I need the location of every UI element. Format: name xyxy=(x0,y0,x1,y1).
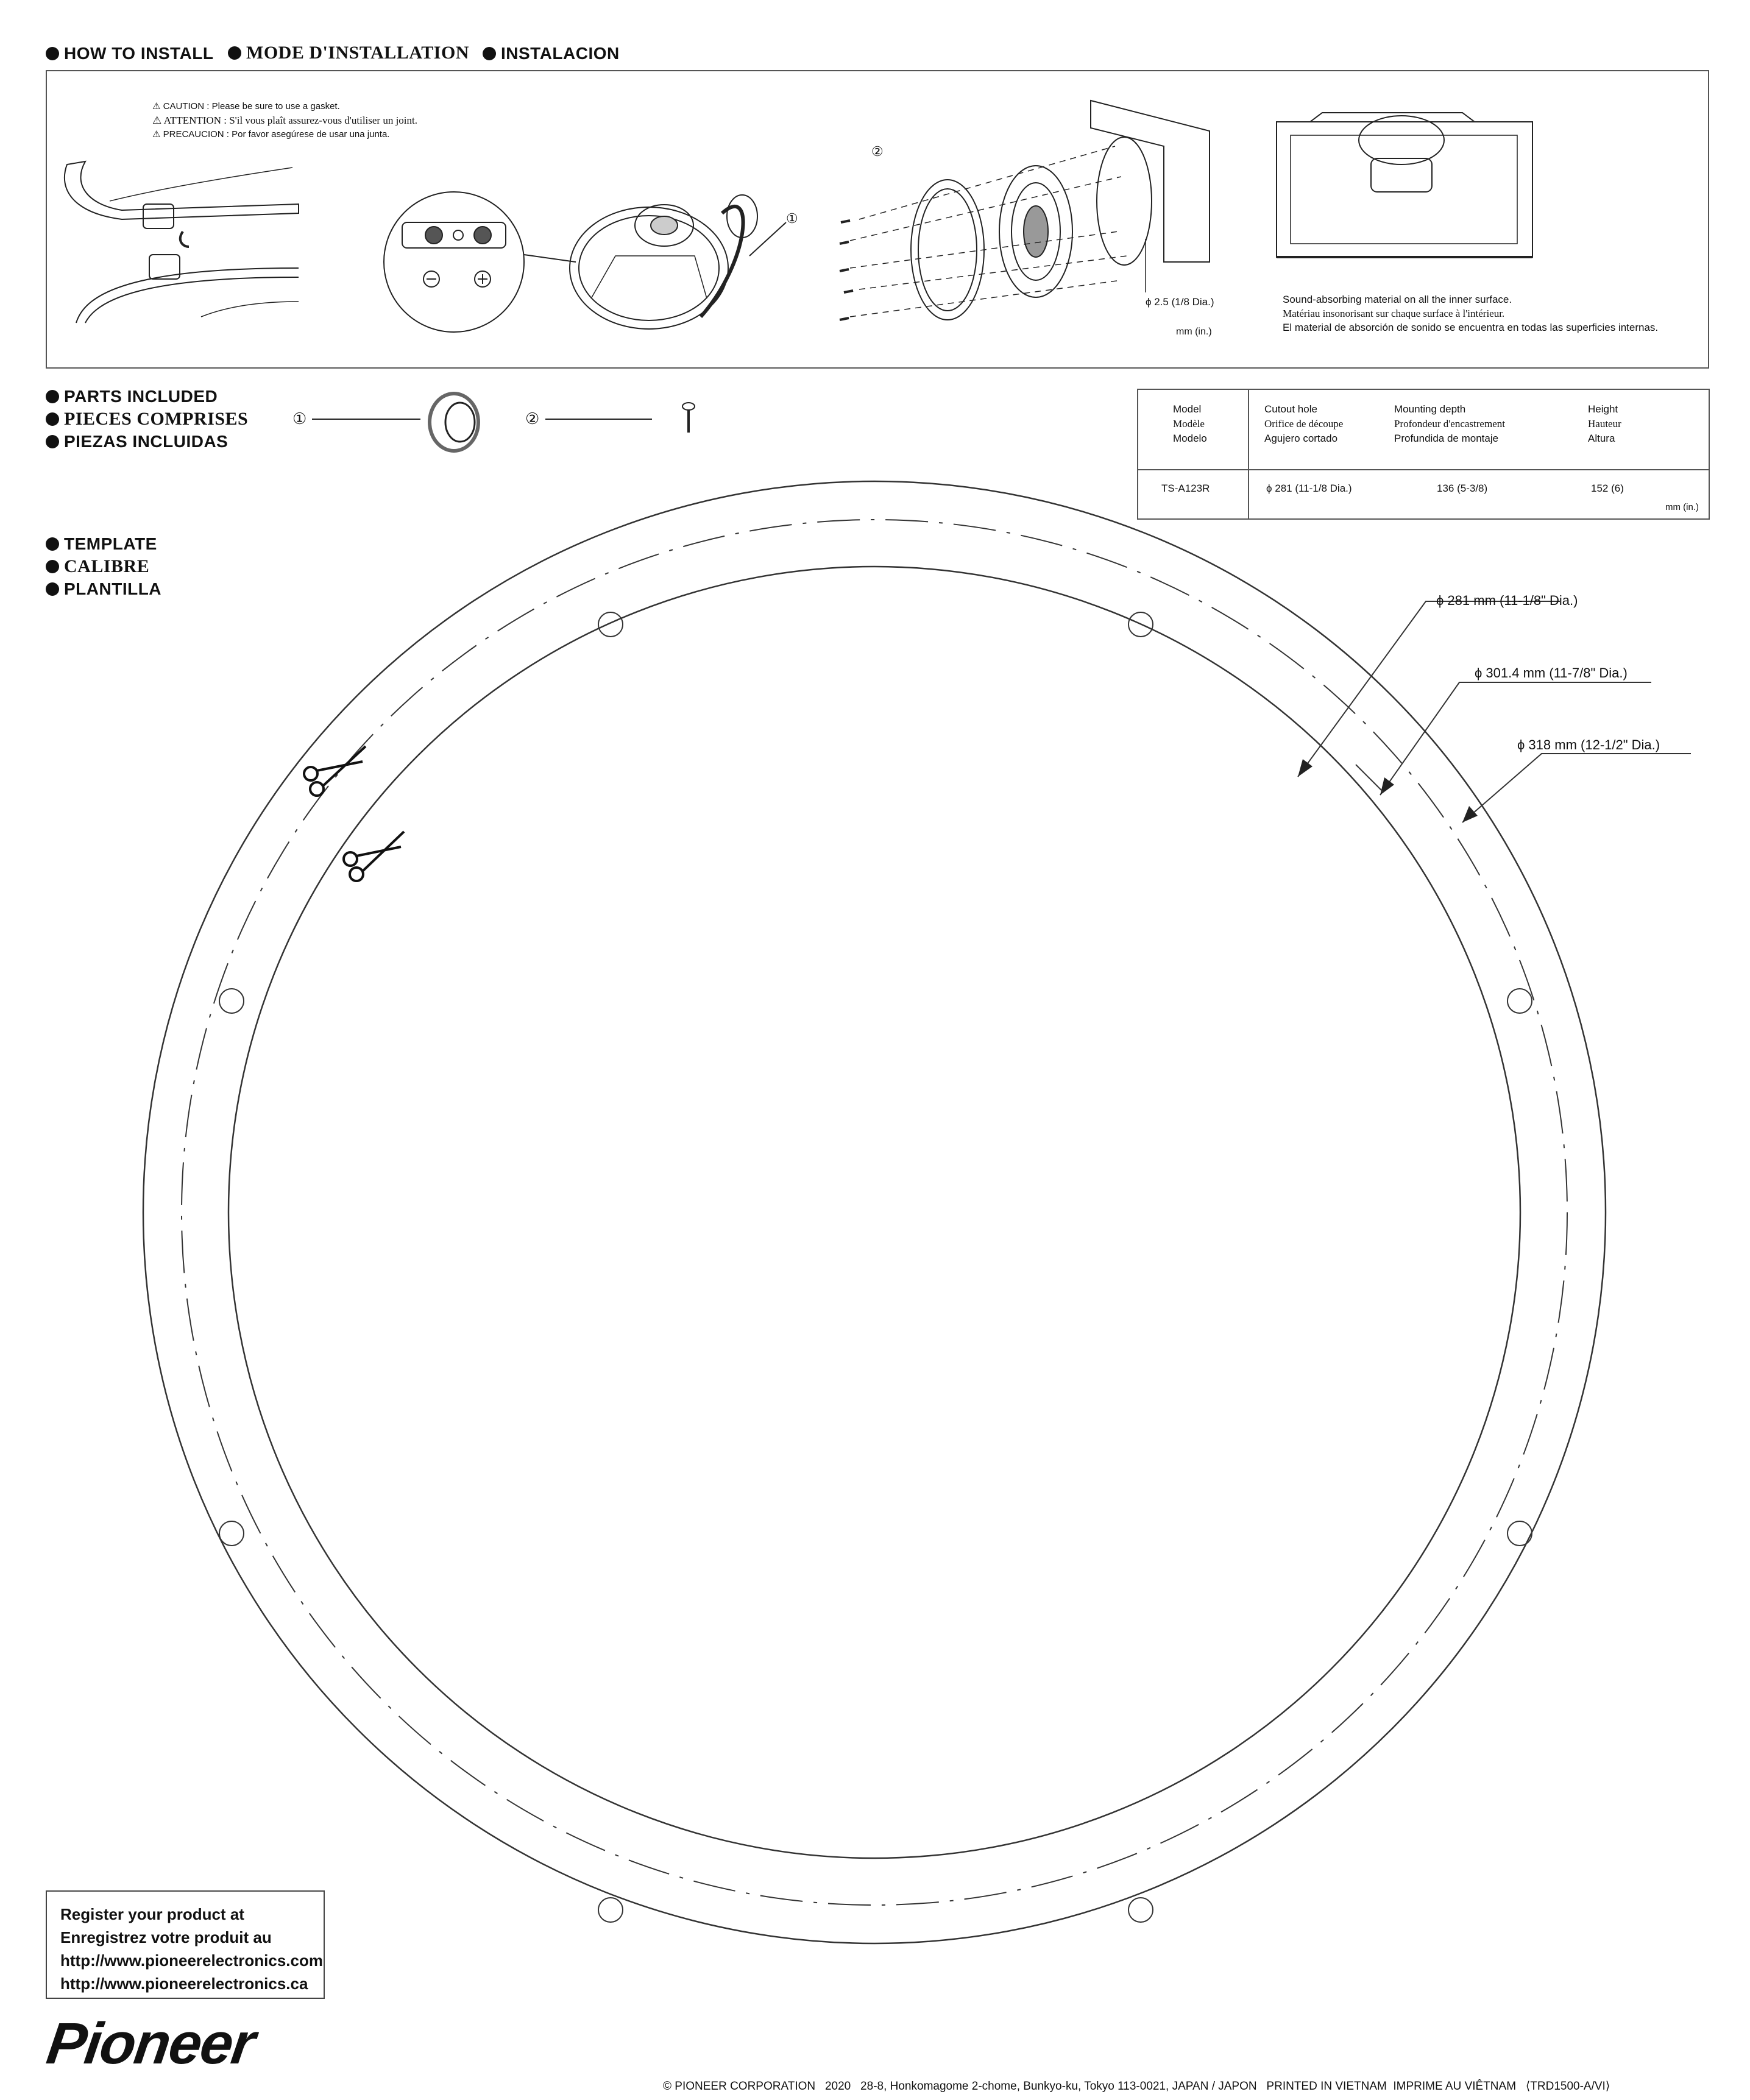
template-header-es: PLANTILLA xyxy=(46,578,161,600)
depth-label-en: Mounting depth xyxy=(1394,403,1466,415)
depth-label-es: Profundida de montaje xyxy=(1394,433,1499,444)
sound-note-fr: Matériau insonorisant sur chaque surface à l'intérieur. xyxy=(1283,308,1505,319)
spec-cutout-value: ϕ 281 (11-1/8 Dia.) xyxy=(1266,483,1352,494)
parts-header-en: PARTS INCLUDED xyxy=(46,385,248,408)
mounting-hole xyxy=(1128,1898,1153,1922)
mounting-hole xyxy=(219,1521,244,1546)
mounting-hole xyxy=(1507,1521,1532,1546)
cutout-label-en: Cutout hole xyxy=(1264,403,1317,415)
leader-318 xyxy=(1462,754,1691,822)
part-1-number: ① xyxy=(292,409,307,428)
model-label-es: Modelo xyxy=(1173,433,1207,444)
register-line-en: Register your product at xyxy=(60,1905,244,1923)
scissors-icon xyxy=(304,746,366,796)
mounting-holes xyxy=(219,612,1532,1922)
height-label-fr: Hauteur xyxy=(1588,418,1621,430)
sound-note-es: El material de absorción de sonido se encuentra en todas las superficies internas. xyxy=(1283,322,1659,333)
height-label-en: Height xyxy=(1588,403,1618,415)
parts-header-es: PIEZAS INCLUIDAS xyxy=(46,430,248,453)
dimension-label-301: ϕ 301.4 mm (11-7/8" Dia.) xyxy=(1475,665,1628,681)
spec-unit-label: mm (in.) xyxy=(1665,502,1699,512)
screw-hole-dimension: ϕ 2.5 (1/8 Dia.) xyxy=(1146,296,1214,308)
model-label-fr: Modèle xyxy=(1173,418,1205,430)
cutout-label-es: Agujero cortado xyxy=(1264,433,1338,444)
pioneer-logo: Pioneer xyxy=(43,2011,258,2076)
model-label-en: Model xyxy=(1173,403,1202,415)
mounting-hole xyxy=(219,989,244,1013)
register-box xyxy=(46,1890,325,1999)
height-label-es: Altura xyxy=(1588,433,1615,444)
part-2-number: ② xyxy=(525,409,540,428)
mounting-hole xyxy=(1507,989,1532,1013)
mounting-circle-301 xyxy=(182,520,1567,1905)
dimension-label-281: ϕ 281 mm (11-1/8" Dia.) xyxy=(1436,593,1578,608)
footer-copyright: © PIONEER CORPORATION 2020 28-8, Honkomagome 2-chome, Bunkyo-ku, Tokyo 113-0021, JAPAN / JAPON PRINTED IN VIETNAM IMPRIME AU VIÊTNAM ⟨TRD1500-A/VI⟩ xyxy=(663,2080,1610,2093)
callout-2-top: ② xyxy=(871,144,884,159)
scissors-icon xyxy=(344,832,404,881)
inner-circle-281 xyxy=(228,567,1520,1858)
caution-fr: ⚠ ATTENTION : S'il vous plaît assurez-vous d'utiliser un joint. xyxy=(152,115,418,126)
template-header-en: TEMPLATE xyxy=(46,532,161,555)
install-unit-label: mm (in.) xyxy=(1176,327,1212,337)
dimension-label-318: ϕ 318 mm (12-1/2" Dia.) xyxy=(1517,737,1660,752)
template-header-fr: CALIBRE xyxy=(46,555,161,578)
register-url-ca[interactable]: http://www.pioneerelectronics.ca xyxy=(60,1974,308,1993)
install-header-en: HOW TO INSTALL xyxy=(46,44,214,63)
callout-1-top: ① xyxy=(786,211,798,226)
parts-header-fr: PIECES COMPRISES xyxy=(46,408,248,430)
spec-height-value: 152 (6) xyxy=(1591,483,1624,494)
register-url-com[interactable]: http://www.pioneerelectronics.com xyxy=(60,1951,323,1970)
sound-note-en: Sound-absorbing material on all the inner surface. xyxy=(1283,294,1512,305)
install-header-es: INSTALACION xyxy=(483,44,620,63)
depth-label-fr: Profondeur d'encastrement xyxy=(1394,418,1505,430)
cutout-label-fr: Orifice de découpe xyxy=(1264,418,1344,430)
caution-en: ⚠ CAUTION : Please be sure to use a gasket. xyxy=(152,101,340,111)
spec-model-value: TS-A123R xyxy=(1161,483,1210,494)
spec-depth-value: 136 (5-3/8) xyxy=(1437,483,1488,494)
caution-es: ⚠ PRECAUCION : Por favor asegúrese de usar una junta. xyxy=(152,129,390,140)
outer-circle-318 xyxy=(143,481,1606,1943)
mounting-hole xyxy=(598,612,623,637)
register-line-fr: Enregistrez votre produit au xyxy=(60,1928,272,1946)
mounting-hole xyxy=(598,1898,623,1922)
install-header-fr: MODE D'INSTALLATION xyxy=(228,43,469,63)
